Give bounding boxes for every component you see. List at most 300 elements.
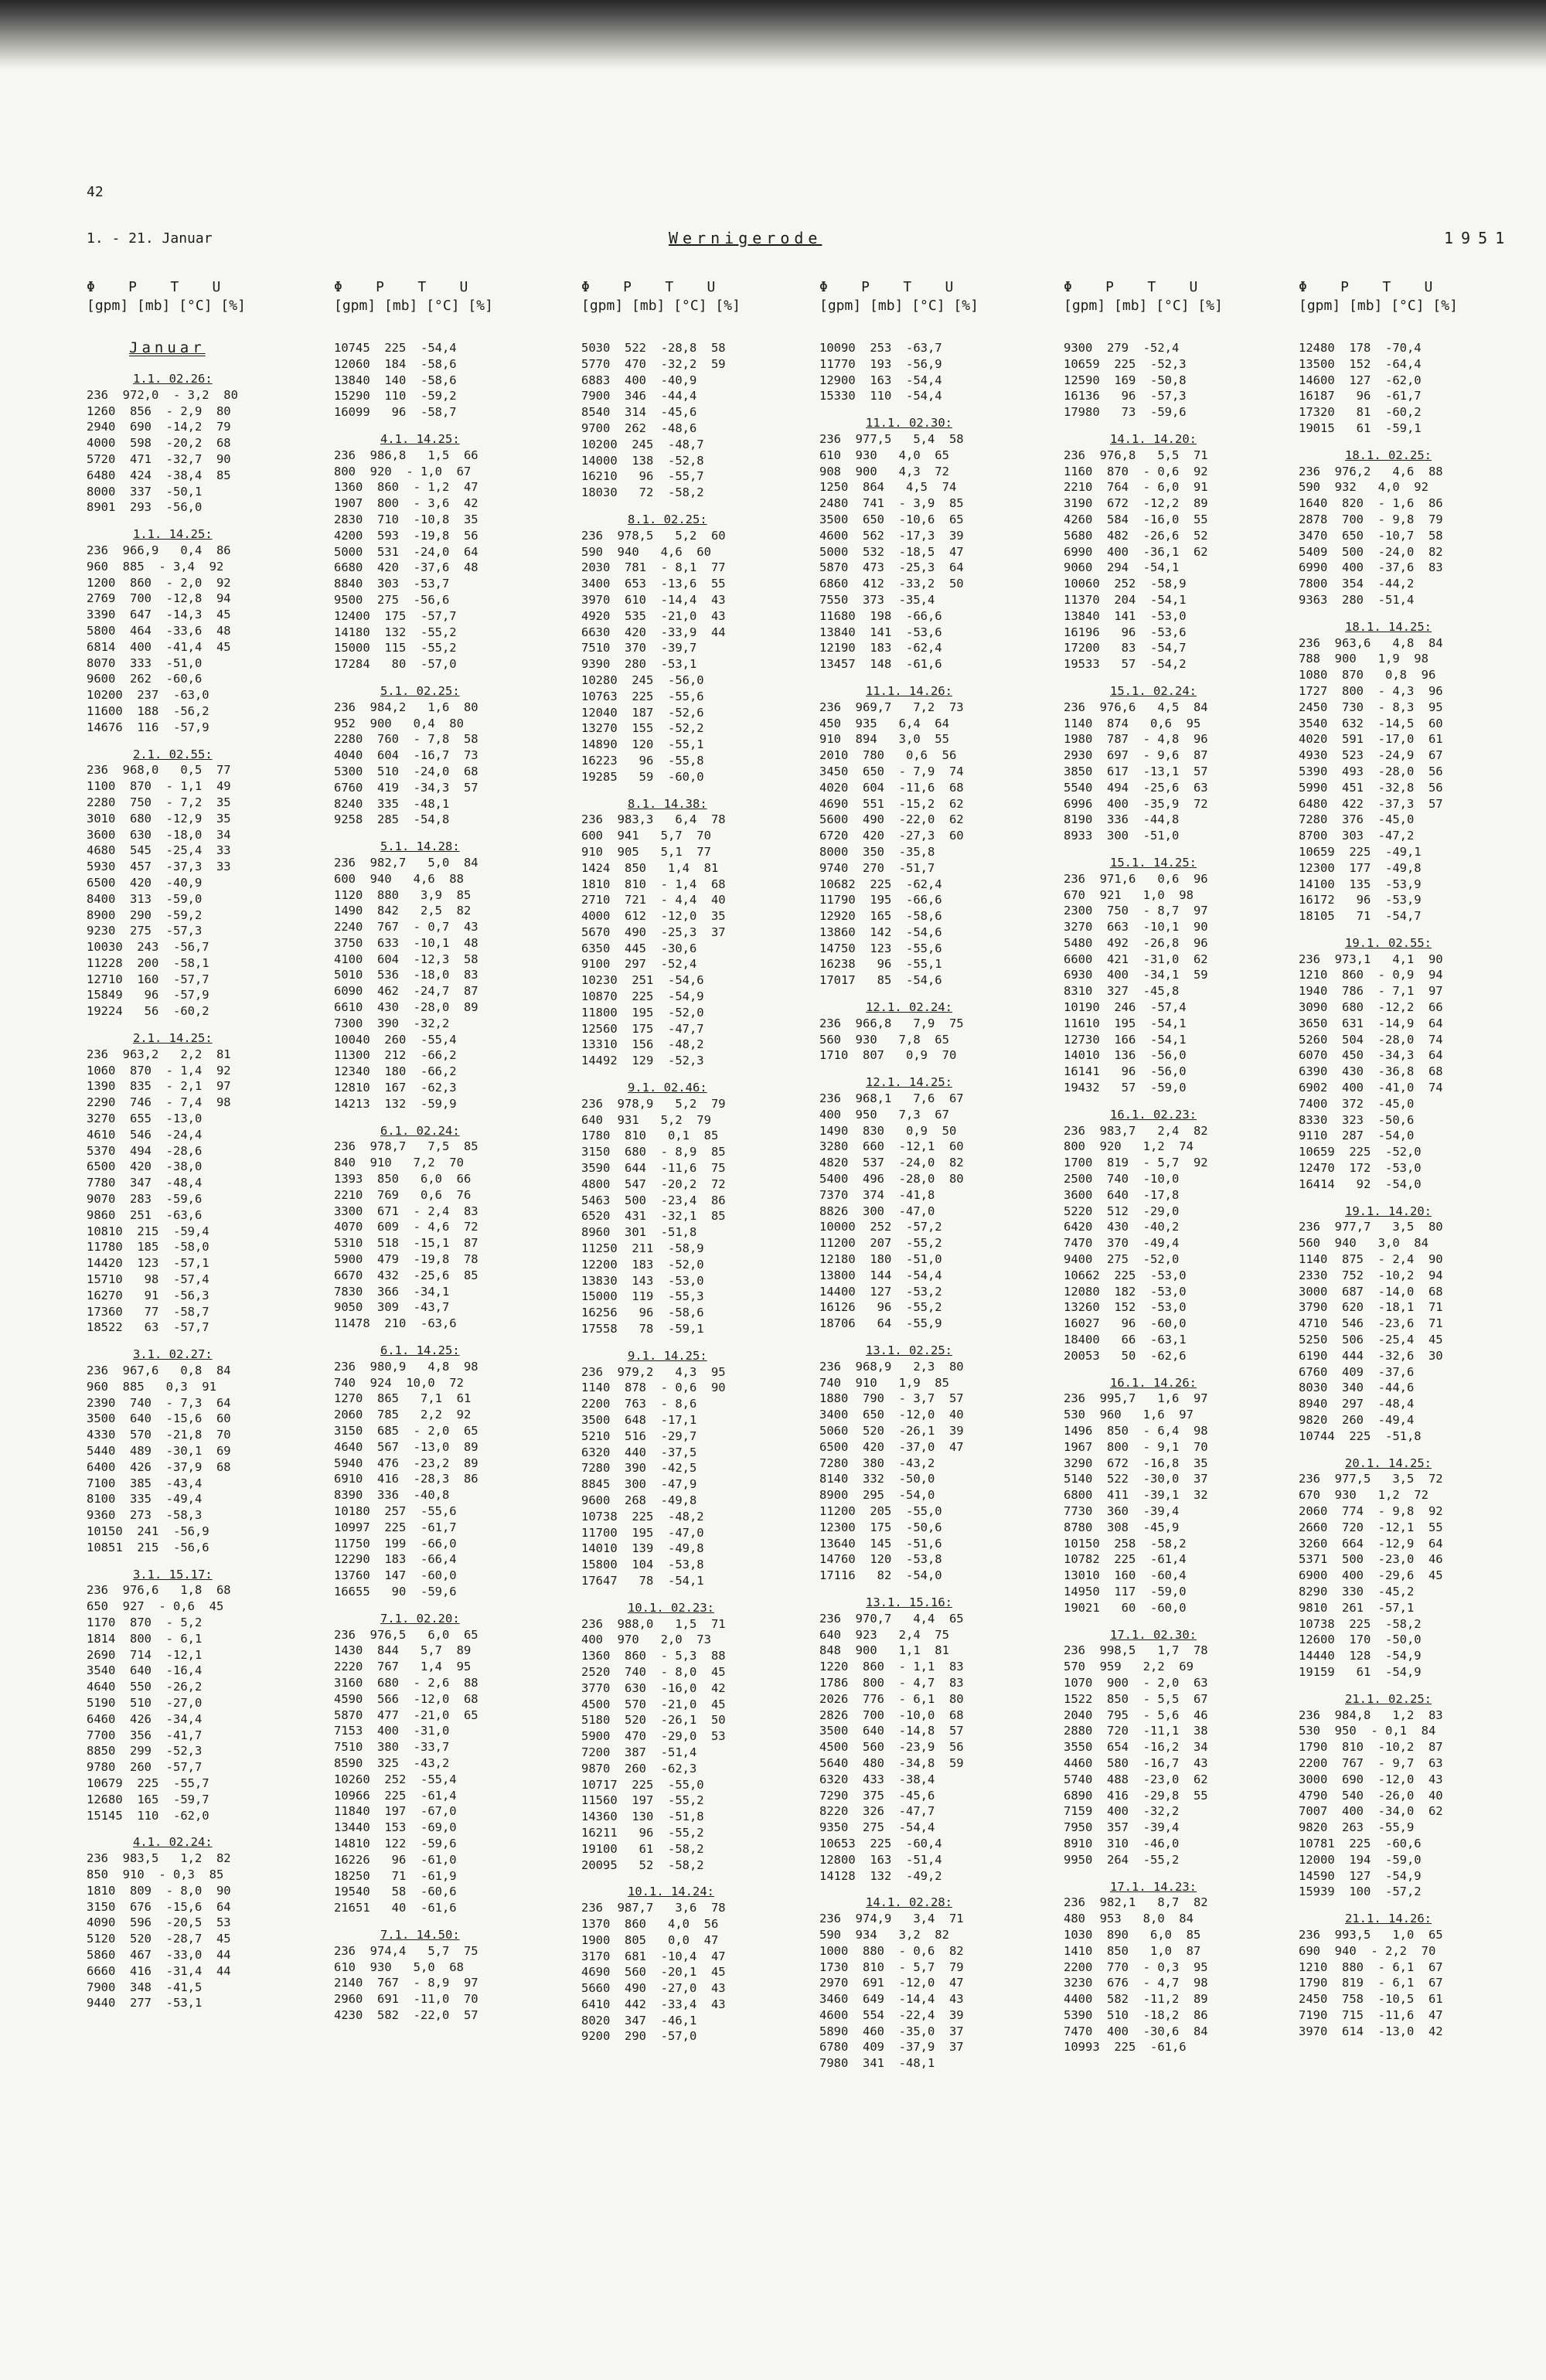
sounding-row: 740 924 10,0 72 xyxy=(334,1375,464,1390)
sounding-row: 16027 96 -60,0 xyxy=(1064,1316,1187,1331)
sounding-row: 13840 141 -53,6 xyxy=(819,625,942,639)
sounding-row: 7900 348 -41,5 xyxy=(87,1980,203,1994)
sounding-row: 8100 335 -49,4 xyxy=(87,1492,203,1507)
sounding-heading: 1.1. 02.26: xyxy=(133,372,213,386)
sounding-row: 8240 335 -48,1 xyxy=(334,796,450,811)
sounding-row: 12180 180 -51,0 xyxy=(819,1252,942,1267)
sounding-row: 17284 80 -57,0 xyxy=(334,657,457,672)
sounding-row: 17017 85 -54,6 xyxy=(819,973,942,988)
sounding-row: 10090 253 -63,7 xyxy=(819,341,942,355)
sounding-row: 8000 337 -50,1 xyxy=(87,484,203,499)
sounding-row: 1410 850 1,0 87 xyxy=(1064,1943,1201,1958)
sounding-row: 4020 604 -11,6 68 xyxy=(819,780,964,795)
sounding-row: 480 953 8,0 84 xyxy=(1064,1912,1194,1926)
sounding-row: 11680 198 -66,6 xyxy=(819,608,942,623)
sounding-row: 800 920 - 1,0 67 xyxy=(334,464,472,478)
sounding-row: 236 988,0 1,5 71 xyxy=(581,1616,726,1631)
sounding-row: 236 973,1 4,1 90 xyxy=(1299,952,1443,966)
sounding-row: 4090 596 -20,5 53 xyxy=(87,1915,231,1930)
sounding-row: 12190 183 -62,4 xyxy=(819,641,942,655)
sounding-row: 4000 612 -12,0 35 xyxy=(581,909,726,924)
sounding-row: 10738 225 -48,2 xyxy=(581,1509,704,1524)
sounding-row: 1260 856 - 2,9 80 xyxy=(87,403,231,418)
sounding-row: 12060 184 -58,6 xyxy=(334,356,457,371)
sounding-row: 5770 470 -32,2 59 xyxy=(581,356,726,371)
column-header-units: [gpm] [mb] [°C] [%] xyxy=(581,298,741,314)
sounding-row: 5000 532 -18,5 47 xyxy=(819,544,964,559)
column-header xyxy=(1299,278,1458,315)
sounding-heading: 9.1. 02.46: xyxy=(628,1081,707,1095)
sounding-row: 8933 300 -51,0 xyxy=(1064,829,1180,843)
sounding-row: 16270 91 -56,3 xyxy=(87,1288,209,1302)
sounding-row: 1940 786 - 7,1 97 xyxy=(1299,984,1443,999)
sounding-row: 17980 73 -59,6 xyxy=(1064,405,1187,420)
sounding-row: 3600 630 -18,0 34 xyxy=(87,827,231,842)
sounding-row: 530 950 - 0,1 84 xyxy=(1299,1724,1436,1738)
sounding-row: 16211 96 -55,2 xyxy=(581,1825,704,1840)
sounding-row: 14010 136 -56,0 xyxy=(1064,1048,1187,1063)
sounding-row: 3650 631 -14,9 64 xyxy=(1299,1016,1443,1030)
station-title: Wernigerode xyxy=(669,229,822,247)
sounding-row: 13440 153 -69,0 xyxy=(334,1820,457,1835)
sounding-row: 2280 760 - 7,8 58 xyxy=(334,732,478,747)
sounding-row: 5371 500 -23,0 46 xyxy=(1299,1552,1443,1567)
sounding-row: 14420 123 -57,1 xyxy=(87,1256,209,1271)
sounding-row: 4680 545 -25,4 33 xyxy=(87,843,231,858)
sounding-row: 1730 810 - 5,7 79 xyxy=(819,1959,964,1974)
sounding-row: 5800 464 -33,6 48 xyxy=(87,623,231,638)
sounding-row: 236 987,7 3,6 78 xyxy=(581,1901,726,1915)
sounding-row: 6883 400 -40,9 xyxy=(581,373,697,387)
sounding-heading: 19.1. 14.20: xyxy=(1345,1204,1432,1218)
sounding-row: 10993 225 -61,6 xyxy=(1064,2040,1187,2055)
sounding-row: 530 960 1,6 97 xyxy=(1064,1408,1194,1422)
sounding-row: 1270 865 7,1 61 xyxy=(334,1391,472,1406)
sounding-row: 7200 387 -51,4 xyxy=(581,1745,697,1759)
sounding-row: 236 976,5 6,0 65 xyxy=(334,1627,478,1642)
sounding-row: 10745 225 -54,4 xyxy=(334,341,457,355)
sounding-row: 4000 598 -20,2 68 xyxy=(87,436,231,451)
sounding-row: 5390 510 -18,2 86 xyxy=(1064,2007,1208,2022)
sounding-row: 8190 336 -44,8 xyxy=(1064,812,1180,827)
sounding-row: 1490 842 2,5 82 xyxy=(334,904,472,918)
sounding-row: 1522 850 - 5,5 67 xyxy=(1064,1691,1208,1706)
sounding-row: 11610 195 -54,1 xyxy=(1064,1016,1187,1030)
sounding-row: 6720 420 -27,3 60 xyxy=(819,829,964,843)
sounding-row: 7700 356 -41,7 xyxy=(87,1728,203,1742)
sounding-row: 236 979,2 4,3 95 xyxy=(581,1364,726,1379)
sounding-row: 10851 215 -56,6 xyxy=(87,1540,209,1554)
sounding-row: 6814 400 -41,4 45 xyxy=(87,639,231,654)
sounding-heading: 10.1. 14.24: xyxy=(628,1885,714,1899)
sounding-row: 9870 260 -62,3 xyxy=(581,1761,697,1776)
sounding-row: 13310 156 -48,2 xyxy=(581,1037,704,1052)
sounding-row: 6930 400 -34,1 59 xyxy=(1064,968,1208,982)
sounding-row: 2060 785 2,2 92 xyxy=(334,1408,472,1422)
sounding-row: 11370 204 -54,1 xyxy=(1064,592,1187,607)
sounding-row: 1160 870 - 0,6 92 xyxy=(1064,464,1208,478)
sounding-row: 952 900 0,4 80 xyxy=(334,716,464,730)
sounding-row: 9258 285 -54,8 xyxy=(334,812,450,827)
sounding-row: 10000 252 -57,2 xyxy=(819,1220,942,1234)
sounding-row: 5900 479 -19,8 78 xyxy=(334,1252,478,1267)
sounding-row: 5990 451 -32,8 56 xyxy=(1299,780,1443,795)
sounding-row: 3590 644 -11,6 75 xyxy=(581,1161,726,1176)
sounding-row: 6320 440 -37,5 xyxy=(581,1445,697,1459)
sounding-row: 11478 210 -63,6 xyxy=(334,1316,457,1331)
sounding-row: 236 984,2 1,6 80 xyxy=(334,700,478,714)
sounding-row: 9100 297 -52,4 xyxy=(581,957,697,972)
sounding-row: 236 982,7 5,0 84 xyxy=(334,855,478,870)
sounding-row: 10659 225 -52,3 xyxy=(1064,356,1187,371)
sounding-row: 10679 225 -55,7 xyxy=(87,1776,209,1790)
sounding-row: 6610 430 -28,0 89 xyxy=(334,1000,478,1015)
sounding-row: 8030 340 -44,6 xyxy=(1299,1381,1415,1395)
sounding-row: 14400 127 -53,2 xyxy=(819,1284,942,1299)
sounding-row: 2520 740 - 8,0 45 xyxy=(581,1664,726,1679)
sounding-row: 236 993,5 1,0 65 xyxy=(1299,1927,1443,1942)
sounding-row: 3090 680 -12,2 66 xyxy=(1299,1000,1443,1015)
sounding-heading: 3.1. 02.27: xyxy=(133,1347,213,1362)
sounding-row: 12480 178 -70,4 xyxy=(1299,341,1422,355)
sounding-row: 1810 809 - 8,0 90 xyxy=(87,1883,231,1898)
sounding-row: 2210 769 0,6 76 xyxy=(334,1187,472,1202)
sounding-row: 1967 800 - 9,1 70 xyxy=(1064,1439,1208,1454)
sounding-row: 236 986,8 1,5 66 xyxy=(334,448,478,462)
sounding-row: 5440 489 -30,1 69 xyxy=(87,1444,231,1458)
sounding-row: 9440 277 -53,1 xyxy=(87,1996,203,2011)
sounding-row: 236 969,7 7,2 73 xyxy=(819,700,964,714)
sounding-row: 450 935 6,4 64 xyxy=(819,716,949,730)
sounding-row: 14360 130 -51,8 xyxy=(581,1810,704,1824)
sounding-row: 5370 494 -28,6 xyxy=(87,1143,203,1158)
sounding-row: 4790 540 -26,0 40 xyxy=(1299,1788,1443,1803)
sounding-row: 4500 560 -23,9 56 xyxy=(819,1740,964,1755)
sounding-row: 1790 819 - 6,1 67 xyxy=(1299,1976,1443,1990)
sounding-heading: 20.1. 14.25: xyxy=(1345,1456,1432,1470)
sounding-row: 600 941 5,7 70 xyxy=(581,829,711,843)
sounding-row: 2930 697 - 9,6 87 xyxy=(1064,748,1208,763)
sounding-row: 3390 647 -14,3 45 xyxy=(87,608,231,622)
sounding-row: 19021 60 -60,0 xyxy=(1064,1600,1187,1615)
sounding-row: 2710 721 - 4,4 40 xyxy=(581,893,726,907)
sounding-row: 236 972,0 - 3,2 80 xyxy=(87,387,238,402)
sounding-row: 8900 290 -59,2 xyxy=(87,907,203,922)
sounding-row: 10190 246 -57,4 xyxy=(1064,1000,1187,1015)
sounding-row: 5250 506 -25,4 45 xyxy=(1299,1333,1443,1347)
column-header-units: [gpm] [mb] [°C] [%] xyxy=(819,298,979,314)
sounding-row: 14676 116 -57,9 xyxy=(87,720,209,734)
sounding-row: 1070 900 - 2,0 63 xyxy=(1064,1675,1208,1690)
sounding-row: 8070 333 -51,0 xyxy=(87,655,203,670)
sounding-heading: 17.1. 02.30: xyxy=(1110,1627,1197,1642)
sounding-row: 236 978,7 7,5 85 xyxy=(334,1139,478,1154)
sounding-heading: 2.1. 14.25: xyxy=(133,1031,213,1046)
sounding-row: 5010 536 -18,0 83 xyxy=(334,968,478,982)
sounding-row: 19285 59 -60,0 xyxy=(581,769,704,784)
sounding-row: 8960 301 -51,8 xyxy=(581,1225,697,1240)
sounding-heading: 6.1. 02.24: xyxy=(380,1123,460,1138)
sounding-row: 9500 275 -56,6 xyxy=(334,592,450,607)
sounding-row: 9780 260 -57,7 xyxy=(87,1760,203,1775)
sounding-row: 11750 199 -66,0 xyxy=(334,1536,457,1551)
column-header-symbols: Φ P T U xyxy=(1064,279,1198,295)
sounding-row: 5740 488 -23,0 62 xyxy=(1064,1772,1208,1786)
sounding-row: 8700 303 -47,2 xyxy=(1299,829,1415,843)
column-header-symbols: Φ P T U xyxy=(819,279,954,295)
sounding-row: 18250 71 -61,9 xyxy=(334,1868,457,1883)
sounding-row: 1000 880 - 0,6 82 xyxy=(819,1943,964,1958)
sounding-row: 1360 860 - 1,2 47 xyxy=(334,480,478,495)
sounding-row: 10280 245 -56,0 xyxy=(581,672,704,687)
sounding-row: 1210 860 - 0,9 94 xyxy=(1299,968,1443,982)
sounding-row: 4460 580 -16,7 43 xyxy=(1064,1755,1208,1770)
sounding-row: 19015 61 -59,1 xyxy=(1299,421,1422,435)
sounding-row: 7780 347 -48,4 xyxy=(87,1176,203,1190)
sounding-row: 12560 175 -47,7 xyxy=(581,1021,704,1036)
sounding-row: 236 974,4 5,7 75 xyxy=(334,1943,478,1958)
sounding-row: 3150 680 - 8,9 85 xyxy=(581,1145,726,1159)
sounding-row: 12470 172 -53,0 xyxy=(1299,1161,1422,1176)
sounding-heading: 4.1. 14.25: xyxy=(380,431,460,446)
sounding-row: 6890 416 -29,8 55 xyxy=(1064,1788,1208,1803)
sounding-row: 5400 496 -28,0 80 xyxy=(819,1172,964,1187)
sounding-row: 1710 807 0,9 70 xyxy=(819,1048,957,1063)
sounding-row: 13840 141 -53,0 xyxy=(1064,608,1187,623)
sounding-heading: 17.1. 14.23: xyxy=(1110,1879,1197,1894)
sounding-row: 10659 225 -49,1 xyxy=(1299,844,1422,859)
sounding-row: 1360 860 - 5,3 88 xyxy=(581,1649,726,1663)
sounding-row: 9350 275 -54,4 xyxy=(819,1820,935,1835)
sounding-row: 2060 774 - 9,8 92 xyxy=(1299,1503,1443,1518)
sounding-row: 6070 450 -34,3 64 xyxy=(1299,1048,1443,1063)
sounding-row: 5030 522 -28,8 58 xyxy=(581,341,726,355)
sounding-row: 6760 409 -37,6 xyxy=(1299,1364,1415,1379)
sounding-row: 8840 303 -53,7 xyxy=(334,577,450,591)
sounding-row: 3500 650 -10,6 65 xyxy=(819,512,964,526)
sounding-row: 7300 390 -32,2 xyxy=(334,1016,450,1030)
sounding-row: 3010 680 -12,9 35 xyxy=(87,811,231,826)
sounding-row: 3450 650 - 7,9 74 xyxy=(819,764,964,778)
sounding-row: 11250 211 -58,9 xyxy=(581,1241,704,1256)
sounding-heading: 21.1. 02.25: xyxy=(1345,1691,1432,1706)
sounding-row: 8910 310 -46,0 xyxy=(1064,1836,1180,1851)
sounding-row: 5720 471 -32,7 90 xyxy=(87,451,231,466)
sounding-row: 5220 512 -29,0 xyxy=(1064,1204,1180,1218)
sounding-row: 11600 188 -56,2 xyxy=(87,703,209,718)
sounding-row: 14180 132 -55,2 xyxy=(334,625,457,639)
sounding-row: 7550 373 -35,4 xyxy=(819,592,935,607)
sounding-row: 16196 96 -53,6 xyxy=(1064,625,1187,639)
sounding-row: 7280 390 -42,5 xyxy=(581,1461,697,1476)
sounding-row: 17558 78 -59,1 xyxy=(581,1322,704,1336)
sounding-row: 7470 370 -49,4 xyxy=(1064,1236,1180,1251)
sounding-row: 236 966,8 7,9 75 xyxy=(819,1016,964,1030)
sounding-row: 5060 520 -26,1 39 xyxy=(819,1424,964,1438)
sounding-row: 16223 96 -55,8 xyxy=(581,753,704,768)
sounding-row: 740 910 1,9 85 xyxy=(819,1375,949,1390)
sounding-row: 17116 82 -54,0 xyxy=(819,1568,942,1583)
sounding-row: 10030 243 -56,7 xyxy=(87,940,209,955)
sounding-row: 9200 290 -57,0 xyxy=(581,2029,697,2044)
sounding-row: 1496 850 - 6,4 98 xyxy=(1064,1424,1208,1438)
sounding-row: 14128 132 -49,2 xyxy=(819,1868,942,1883)
sounding-row: 10150 258 -58,2 xyxy=(1064,1536,1187,1551)
sounding-row: 21651 40 -61,6 xyxy=(334,1901,457,1915)
column-header xyxy=(1064,278,1223,315)
sounding-row: 848 900 1,1 81 xyxy=(819,1643,949,1658)
sounding-row: 1220 860 - 1,1 83 xyxy=(819,1660,964,1674)
sounding-row: 4610 546 -24,4 xyxy=(87,1127,203,1142)
sounding-row: 13830 143 -53,0 xyxy=(581,1273,704,1288)
sounding-row: 4600 562 -17,3 39 xyxy=(819,528,964,543)
sounding-row: 10200 245 -48,7 xyxy=(581,437,704,451)
sounding-row: 400 950 7,3 67 xyxy=(819,1107,949,1122)
sounding-row: 6660 416 -31,4 44 xyxy=(87,1963,231,1978)
sounding-row: 1170 870 - 5,2 xyxy=(87,1615,203,1629)
column-header-units: [gpm] [mb] [°C] [%] xyxy=(1299,298,1458,314)
sounding-row: 9810 261 -57,1 xyxy=(1299,1600,1415,1615)
sounding-row: 236 983,5 1,2 82 xyxy=(87,1851,231,1866)
sounding-heading: 5.1. 02.25: xyxy=(380,683,460,698)
sounding-row: 7100 385 -43,4 xyxy=(87,1476,203,1490)
sounding-row: 14890 120 -55,1 xyxy=(581,737,704,752)
sounding-row: 6600 421 -31,0 62 xyxy=(1064,952,1208,966)
sounding-row: 9820 260 -49,4 xyxy=(1299,1413,1415,1427)
sounding-heading: 4.1. 02.24: xyxy=(133,1835,213,1850)
sounding-row: 8000 350 -35,8 xyxy=(819,844,935,859)
sounding-row: 1907 800 - 3,6 42 xyxy=(334,496,478,511)
sounding-row: 9360 273 -58,3 xyxy=(87,1508,203,1523)
sounding-row: 10659 225 -52,0 xyxy=(1299,1145,1422,1159)
sounding-row: 9060 294 -54,1 xyxy=(1064,560,1180,575)
sounding-heading: 15.1. 14.25: xyxy=(1110,855,1197,870)
page-number: 42 xyxy=(87,184,104,200)
sounding-row: 19100 61 -58,2 xyxy=(581,1841,704,1856)
sounding-row: 6420 430 -40,2 xyxy=(1064,1220,1180,1234)
sounding-row: 19432 57 -59,0 xyxy=(1064,1081,1187,1095)
sounding-row: 17200 83 -54,7 xyxy=(1064,641,1187,655)
sounding-row: 12040 187 -52,6 xyxy=(581,705,704,720)
sounding-row: 2960 691 -11,0 70 xyxy=(334,1992,478,2007)
sounding-row: 5890 460 -35,0 37 xyxy=(819,2024,964,2038)
sounding-row: 5300 510 -24,0 68 xyxy=(334,764,478,778)
sounding-row: 6990 400 -37,6 83 xyxy=(1299,560,1443,575)
sounding-row: 6910 416 -28,3 86 xyxy=(334,1472,478,1486)
sounding-row: 236 980,9 4,8 98 xyxy=(334,1359,478,1374)
sounding-row: 850 910 - 0,3 85 xyxy=(87,1867,224,1881)
sounding-row: 1140 874 0,6 95 xyxy=(1064,716,1201,730)
sounding-row: 8290 330 -45,2 xyxy=(1299,1584,1415,1599)
sounding-row: 14810 122 -59,6 xyxy=(334,1836,457,1851)
sounding-row: 3500 640 -15,6 60 xyxy=(87,1411,231,1426)
sounding-row: 20095 52 -58,2 xyxy=(581,1857,704,1872)
sounding-row: 7830 366 -34,1 xyxy=(334,1284,450,1299)
column-header-symbols: Φ P T U xyxy=(334,279,468,295)
sounding-row: 11560 197 -55,2 xyxy=(581,1793,704,1808)
sounding-row: 13500 152 -64,4 xyxy=(1299,356,1422,371)
sounding-row: 17320 81 -60,2 xyxy=(1299,405,1422,420)
sounding-row: 236 968,1 7,6 67 xyxy=(819,1091,964,1106)
sounding-heading: 8.1. 02.25: xyxy=(628,512,707,526)
column-header-symbols: Φ P T U xyxy=(87,279,221,295)
sounding-row: 3850 617 -13,1 57 xyxy=(1064,764,1208,778)
sounding-row: 236 977,5 3,5 72 xyxy=(1299,1472,1443,1486)
sounding-row: 840 910 7,2 70 xyxy=(334,1156,464,1170)
sounding-row: 6090 462 -24,7 87 xyxy=(334,984,478,999)
sounding-heading: 7.1. 02.20: xyxy=(380,1611,460,1626)
sounding-row: 236 983,3 6,4 78 xyxy=(581,812,726,827)
sounding-row: 10997 225 -61,7 xyxy=(334,1520,457,1534)
sounding-row: 10870 225 -54,9 xyxy=(581,989,704,1004)
sounding-row: 3280 660 -12,1 60 xyxy=(819,1139,964,1154)
sounding-row: 3970 614 -13,0 42 xyxy=(1299,2024,1443,2038)
sounding-row: 11228 200 -58,1 xyxy=(87,955,209,970)
sounding-row: 12590 169 -50,8 xyxy=(1064,373,1187,387)
sounding-row: 5000 531 -24,0 64 xyxy=(334,544,478,559)
sounding-row: 1790 810 -10,2 87 xyxy=(1299,1740,1443,1755)
sounding-row: 15000 115 -55,2 xyxy=(334,641,457,655)
sounding-row: 10040 260 -55,4 xyxy=(334,1032,457,1047)
sounding-row: 2450 758 -10,5 61 xyxy=(1299,1992,1443,2007)
sounding-row: 2660 720 -12,1 55 xyxy=(1299,1520,1443,1534)
sounding-row: 6630 420 -33,9 44 xyxy=(581,625,726,639)
sounding-row: 6860 412 -33,2 50 xyxy=(819,577,964,591)
sounding-row: 236 970,7 4,4 65 xyxy=(819,1611,964,1626)
sounding-row: 3600 640 -17,8 xyxy=(1064,1187,1180,1202)
sounding-row: 15290 110 -59,2 xyxy=(334,389,457,403)
sounding-row: 236 978,9 5,2 79 xyxy=(581,1096,726,1111)
sounding-row: 6680 420 -37,6 48 xyxy=(334,560,478,575)
sounding-row: 6670 432 -25,6 85 xyxy=(334,1268,478,1282)
sounding-row: 7510 370 -39,7 xyxy=(581,641,697,655)
sounding-row: 1814 800 - 6,1 xyxy=(87,1631,203,1646)
sounding-row: 12300 177 -49,8 xyxy=(1299,860,1422,875)
sounding-row: 4800 547 -20,2 72 xyxy=(581,1176,726,1191)
sounding-row: 236 966,9 0,4 86 xyxy=(87,543,231,557)
sounding-row: 3160 680 - 2,6 88 xyxy=(334,1675,478,1690)
sounding-row: 2330 752 -10,2 94 xyxy=(1299,1268,1443,1282)
sounding-row: 10763 225 -55,6 xyxy=(581,689,704,703)
sounding-row: 5870 473 -25,3 64 xyxy=(819,560,964,575)
sounding-row: 3270 663 -10,1 90 xyxy=(1064,920,1208,935)
sounding-row: 590 932 4,0 92 xyxy=(1299,480,1429,495)
sounding-row: 4500 570 -21,0 45 xyxy=(581,1697,726,1711)
sounding-row: 6400 426 -37,9 68 xyxy=(87,1459,231,1474)
sounding-row: 2040 795 - 5,6 46 xyxy=(1064,1708,1208,1722)
sounding-row: 16655 90 -59,6 xyxy=(334,1584,457,1599)
sounding-row: 16210 96 -55,7 xyxy=(581,469,704,484)
sounding-row: 236 976,6 4,5 84 xyxy=(1064,700,1208,714)
sounding-row: 14010 139 -49,8 xyxy=(581,1541,704,1556)
sounding-row: 11200 205 -55,0 xyxy=(819,1503,942,1518)
sounding-row: 5860 467 -33,0 44 xyxy=(87,1947,231,1962)
sounding-row: 14440 128 -54,9 xyxy=(1299,1649,1422,1663)
sounding-row: 1030 890 6,0 85 xyxy=(1064,1927,1201,1942)
sounding-row: 2030 781 - 8,1 77 xyxy=(581,560,726,575)
sounding-row: 12400 175 -57,7 xyxy=(334,608,457,623)
sounding-row: 13260 152 -53,0 xyxy=(1064,1300,1187,1315)
column-header xyxy=(581,278,741,315)
sounding-row: 1640 820 - 1,6 86 xyxy=(1299,496,1443,511)
sounding-row: 8330 323 -50,6 xyxy=(1299,1112,1415,1127)
sounding-row: 2880 720 -11,1 38 xyxy=(1064,1724,1208,1738)
sounding-heading: 1.1. 14.25: xyxy=(133,527,213,542)
sounding-row: 650 927 - 0,6 45 xyxy=(87,1599,224,1614)
sounding-row: 4400 582 -11,2 89 xyxy=(1064,1992,1208,2007)
sounding-row: 3970 610 -14,4 43 xyxy=(581,592,726,607)
sounding-row: 236 984,8 1,2 83 xyxy=(1299,1708,1443,1722)
